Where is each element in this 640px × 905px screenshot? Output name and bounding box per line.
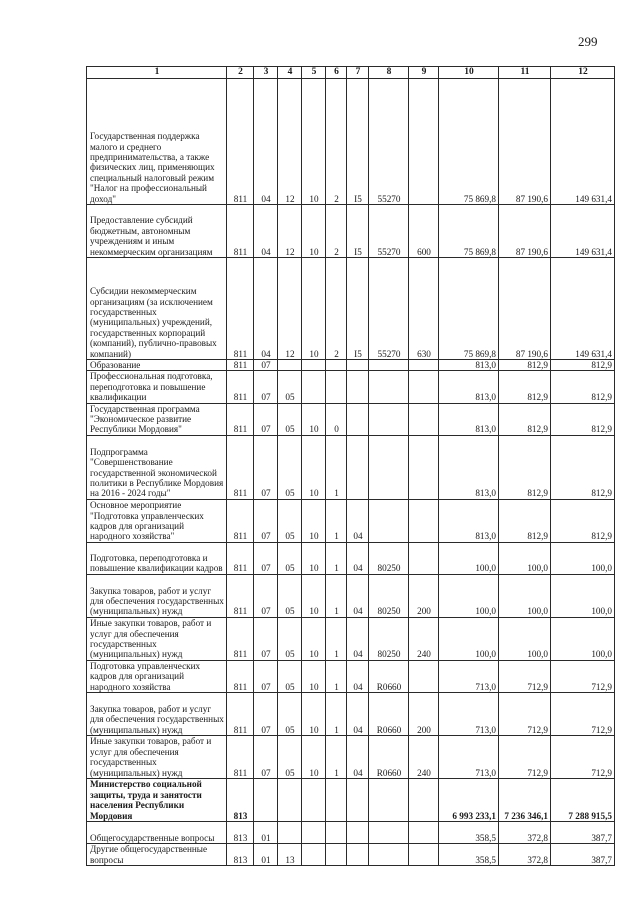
- table-row: [87, 371, 615, 403]
- row-value-cell: 05: [278, 499, 302, 542]
- row-value-cell: 1: [326, 617, 347, 660]
- row-value-cell: 811: [227, 205, 254, 258]
- row-value-cell: 712,9: [551, 693, 615, 736]
- row-value-cell: 7 288 915,5: [551, 779, 615, 822]
- row-value-cell: [369, 371, 409, 403]
- row-value-cell: 1: [326, 736, 347, 779]
- column-header: 9: [409, 67, 439, 79]
- row-value-cell: 813: [227, 779, 254, 822]
- row-value-cell: [409, 844, 439, 866]
- row-value-cell: [409, 660, 439, 692]
- row-value-cell: 811: [227, 371, 254, 403]
- row-name-cell: Закупка товаров, работ и услуг для обеспечения государственных (муниципальных) нужд: [87, 574, 227, 617]
- row-value-cell: 10: [302, 258, 326, 360]
- row-value-cell: [369, 403, 409, 435]
- row-value-cell: [409, 822, 439, 844]
- row-value-cell: 87 190,6: [499, 258, 551, 360]
- row-value-cell: 713,0: [439, 736, 499, 779]
- row-value-cell: 200: [409, 693, 439, 736]
- row-value-cell: [302, 844, 326, 866]
- row-value-cell: 07: [254, 499, 278, 542]
- row-value-cell: 811: [227, 403, 254, 435]
- row-value-cell: 04: [347, 693, 369, 736]
- table-row: [87, 360, 615, 371]
- row-value-cell: 100,0: [439, 617, 499, 660]
- row-value-cell: 04: [347, 499, 369, 542]
- row-value-cell: 712,9: [499, 736, 551, 779]
- table-row: [87, 736, 615, 779]
- row-value-cell: 1: [326, 693, 347, 736]
- column-header: 2: [227, 67, 254, 79]
- row-value-cell: I5: [347, 258, 369, 360]
- row-name-cell: Другие общегосударственные вопросы: [87, 844, 227, 866]
- row-value-cell: [326, 822, 347, 844]
- row-value-cell: 07: [254, 435, 278, 499]
- row-value-cell: 10: [302, 403, 326, 435]
- table-row: [87, 258, 615, 360]
- row-value-cell: 07: [254, 574, 278, 617]
- row-value-cell: 811: [227, 435, 254, 499]
- row-value-cell: 05: [278, 435, 302, 499]
- row-value-cell: 04: [254, 79, 278, 205]
- row-value-cell: 80250: [369, 617, 409, 660]
- table-row: [87, 779, 615, 822]
- row-value-cell: 12: [278, 79, 302, 205]
- row-value-cell: 6 993 233,1: [439, 779, 499, 822]
- row-value-cell: 812,9: [499, 499, 551, 542]
- row-value-cell: [409, 499, 439, 542]
- row-value-cell: [369, 844, 409, 866]
- row-value-cell: 372,8: [499, 822, 551, 844]
- row-value-cell: 387,7: [551, 822, 615, 844]
- row-name-cell: Подготовка, переподготовка и повышение квалификации кадров: [87, 542, 227, 574]
- row-name-cell: Подпрограмма "Совершенствование государственной экономической политики в Республике Мордовия на 2016 - 2024 годы": [87, 435, 227, 499]
- row-value-cell: 100,0: [551, 542, 615, 574]
- row-value-cell: [369, 499, 409, 542]
- row-value-cell: 12: [278, 205, 302, 258]
- row-value-cell: 05: [278, 660, 302, 692]
- row-value-cell: [326, 371, 347, 403]
- row-value-cell: [369, 822, 409, 844]
- row-value-cell: 12: [278, 258, 302, 360]
- row-value-cell: 240: [409, 736, 439, 779]
- row-value-cell: 813,0: [439, 499, 499, 542]
- row-value-cell: 713,0: [439, 660, 499, 692]
- row-value-cell: 04: [347, 617, 369, 660]
- row-value-cell: 100,0: [499, 542, 551, 574]
- row-value-cell: 05: [278, 371, 302, 403]
- column-header: 7: [347, 67, 369, 79]
- row-value-cell: [278, 779, 302, 822]
- row-value-cell: 05: [278, 617, 302, 660]
- row-name-cell: Министерство социальной защиты, труда и занятости населения Республики Мордовия: [87, 779, 227, 822]
- row-value-cell: 812,9: [499, 371, 551, 403]
- row-value-cell: [326, 779, 347, 822]
- row-value-cell: 630: [409, 258, 439, 360]
- row-value-cell: 1: [326, 542, 347, 574]
- row-value-cell: 812,9: [499, 435, 551, 499]
- row-value-cell: 80250: [369, 574, 409, 617]
- row-value-cell: 712,9: [499, 693, 551, 736]
- row-value-cell: 811: [227, 542, 254, 574]
- row-name-cell: Закупка товаров, работ и услуг для обеспечения государственных (муниципальных) нужд: [87, 693, 227, 736]
- row-name-cell: Образование: [87, 360, 227, 371]
- row-value-cell: 712,9: [551, 736, 615, 779]
- row-value-cell: 811: [227, 360, 254, 371]
- row-value-cell: I5: [347, 205, 369, 258]
- row-value-cell: 387,7: [551, 844, 615, 866]
- row-name-cell: Предоставление субсидий бюджетным, автономным учреждениям и иным некоммерческим организациям: [87, 205, 227, 258]
- row-value-cell: 0: [326, 403, 347, 435]
- row-value-cell: [409, 435, 439, 499]
- row-value-cell: 813: [227, 822, 254, 844]
- row-value-cell: [302, 371, 326, 403]
- row-value-cell: [326, 844, 347, 866]
- row-value-cell: 240: [409, 617, 439, 660]
- row-value-cell: 07: [254, 693, 278, 736]
- row-value-cell: [254, 779, 278, 822]
- row-value-cell: [347, 779, 369, 822]
- row-value-cell: 813: [227, 844, 254, 866]
- row-value-cell: 55270: [369, 258, 409, 360]
- column-header: 3: [254, 67, 278, 79]
- row-value-cell: 07: [254, 736, 278, 779]
- row-value-cell: 2: [326, 79, 347, 205]
- row-value-cell: 813,0: [439, 360, 499, 371]
- row-value-cell: 55270: [369, 79, 409, 205]
- column-header: 4: [278, 67, 302, 79]
- row-value-cell: 813,0: [439, 371, 499, 403]
- row-value-cell: 812,9: [499, 403, 551, 435]
- row-name-cell: Общегосударственные вопросы: [87, 822, 227, 844]
- row-value-cell: 811: [227, 499, 254, 542]
- row-value-cell: 07: [254, 617, 278, 660]
- row-value-cell: 07: [254, 660, 278, 692]
- row-value-cell: 13: [278, 844, 302, 866]
- row-value-cell: [278, 360, 302, 371]
- table-row: [87, 435, 615, 499]
- row-value-cell: 811: [227, 574, 254, 617]
- table-row: [87, 693, 615, 736]
- row-value-cell: [409, 779, 439, 822]
- row-value-cell: 04: [347, 574, 369, 617]
- row-value-cell: 812,9: [551, 435, 615, 499]
- row-name-cell: Иные закупки товаров, работ и услуг для обеспечения государственных (муниципальных) нужд: [87, 617, 227, 660]
- table-row: [87, 403, 615, 435]
- column-header: 6: [326, 67, 347, 79]
- row-value-cell: 100,0: [499, 574, 551, 617]
- column-header: 1: [87, 67, 227, 79]
- row-value-cell: 04: [254, 205, 278, 258]
- row-value-cell: 75 869,8: [439, 258, 499, 360]
- row-value-cell: 10: [302, 693, 326, 736]
- row-value-cell: [302, 360, 326, 371]
- row-value-cell: 04: [347, 660, 369, 692]
- row-value-cell: 813,0: [439, 435, 499, 499]
- row-value-cell: [409, 371, 439, 403]
- row-name-cell: Государственная программа "Экономическое развитие Республики Мордовия": [87, 403, 227, 435]
- row-value-cell: 07: [254, 371, 278, 403]
- row-value-cell: 10: [302, 205, 326, 258]
- table-row: [87, 499, 615, 542]
- row-value-cell: 10: [302, 736, 326, 779]
- row-value-cell: 811: [227, 660, 254, 692]
- header-row: [87, 67, 615, 79]
- row-value-cell: 1: [326, 435, 347, 499]
- row-value-cell: 01: [254, 844, 278, 866]
- row-name-cell: Профессиональная подготовка, переподготовка и повышение квалификации: [87, 371, 227, 403]
- row-value-cell: 05: [278, 574, 302, 617]
- table-row: [87, 79, 615, 205]
- row-value-cell: 10: [302, 660, 326, 692]
- row-value-cell: 100,0: [551, 574, 615, 617]
- row-value-cell: 813,0: [439, 403, 499, 435]
- row-value-cell: 100,0: [499, 617, 551, 660]
- row-value-cell: 2: [326, 258, 347, 360]
- row-value-cell: 10: [302, 79, 326, 205]
- row-value-cell: 812,9: [551, 499, 615, 542]
- row-value-cell: 149 631,4: [551, 205, 615, 258]
- row-value-cell: [302, 779, 326, 822]
- row-value-cell: 1: [326, 660, 347, 692]
- row-value-cell: R0660: [369, 693, 409, 736]
- row-value-cell: 01: [254, 822, 278, 844]
- row-name-cell: Субсидии некоммерческим организациям (за исключением государственных (муниципальных) учреждений, государственных корпораций (компаний), публично-правовых компаний): [87, 258, 227, 360]
- row-value-cell: [409, 403, 439, 435]
- row-value-cell: 05: [278, 693, 302, 736]
- row-value-cell: 05: [278, 736, 302, 779]
- row-value-cell: 05: [278, 542, 302, 574]
- row-value-cell: [409, 360, 439, 371]
- row-value-cell: 811: [227, 79, 254, 205]
- row-value-cell: 100,0: [439, 542, 499, 574]
- row-value-cell: 7 236 346,1: [499, 779, 551, 822]
- column-header: 10: [439, 67, 499, 79]
- row-name-cell: Государственная поддержка малого и среднего предпринимательства, а также физических лиц, применяющих специальный налоговый режим "Налог на профессиональный доход": [87, 79, 227, 205]
- row-value-cell: [347, 360, 369, 371]
- row-value-cell: 712,9: [499, 660, 551, 692]
- row-value-cell: [326, 360, 347, 371]
- row-value-cell: 200: [409, 574, 439, 617]
- row-value-cell: 1: [326, 499, 347, 542]
- column-header: 8: [369, 67, 409, 79]
- row-value-cell: 1: [326, 574, 347, 617]
- row-value-cell: [347, 435, 369, 499]
- row-value-cell: 87 190,6: [499, 205, 551, 258]
- row-value-cell: [409, 79, 439, 205]
- row-value-cell: 10: [302, 542, 326, 574]
- row-value-cell: 811: [227, 617, 254, 660]
- row-value-cell: [278, 822, 302, 844]
- row-value-cell: [347, 844, 369, 866]
- row-value-cell: 75 869,8: [439, 205, 499, 258]
- row-value-cell: 10: [302, 617, 326, 660]
- row-value-cell: 812,9: [499, 360, 551, 371]
- row-value-cell: [369, 779, 409, 822]
- row-value-cell: 358,5: [439, 822, 499, 844]
- row-value-cell: 04: [347, 736, 369, 779]
- row-name-cell: Подготовка управленческих кадров для организаций народного хозяйства: [87, 660, 227, 692]
- row-value-cell: 10: [302, 435, 326, 499]
- table-row: [87, 660, 615, 692]
- row-value-cell: 10: [302, 499, 326, 542]
- table-row: [87, 542, 615, 574]
- row-value-cell: [302, 822, 326, 844]
- row-value-cell: 100,0: [551, 617, 615, 660]
- row-value-cell: [369, 360, 409, 371]
- row-value-cell: 600: [409, 205, 439, 258]
- row-value-cell: 10: [302, 574, 326, 617]
- row-value-cell: 713,0: [439, 693, 499, 736]
- row-value-cell: 358,5: [439, 844, 499, 866]
- row-value-cell: 80250: [369, 542, 409, 574]
- row-value-cell: 149 631,4: [551, 258, 615, 360]
- row-value-cell: 2: [326, 205, 347, 258]
- row-value-cell: 811: [227, 258, 254, 360]
- page-number: 299: [578, 34, 598, 49]
- row-value-cell: 372,8: [499, 844, 551, 866]
- table-body: [87, 79, 615, 866]
- column-header: 12: [551, 67, 615, 79]
- row-value-cell: 812,9: [551, 371, 615, 403]
- row-name-cell: Иные закупки товаров, работ и услуг для обеспечения государственных (муниципальных) нужд: [87, 736, 227, 779]
- row-value-cell: [409, 542, 439, 574]
- row-value-cell: [369, 435, 409, 499]
- row-value-cell: 07: [254, 360, 278, 371]
- table-row: [87, 844, 615, 866]
- row-value-cell: 75 869,8: [439, 79, 499, 205]
- row-value-cell: 712,9: [551, 660, 615, 692]
- row-value-cell: 811: [227, 736, 254, 779]
- row-value-cell: 04: [254, 258, 278, 360]
- column-header: 11: [499, 67, 551, 79]
- row-value-cell: [347, 403, 369, 435]
- table-row: [87, 617, 615, 660]
- row-value-cell: 811: [227, 693, 254, 736]
- row-value-cell: I5: [347, 79, 369, 205]
- row-value-cell: R0660: [369, 736, 409, 779]
- row-name-cell: Основное мероприятие "Подготовка управленческих кадров для организаций народного хозяйства": [87, 499, 227, 542]
- budget-table: [86, 66, 615, 866]
- table-row: [87, 822, 615, 844]
- row-value-cell: 55270: [369, 205, 409, 258]
- row-value-cell: 05: [278, 403, 302, 435]
- row-value-cell: 812,9: [551, 403, 615, 435]
- row-value-cell: 812,9: [551, 360, 615, 371]
- row-value-cell: 149 631,4: [551, 79, 615, 205]
- row-value-cell: 07: [254, 542, 278, 574]
- table-row: [87, 574, 615, 617]
- row-value-cell: 87 190,6: [499, 79, 551, 205]
- row-value-cell: [347, 371, 369, 403]
- row-value-cell: [347, 822, 369, 844]
- table-row: [87, 205, 615, 258]
- column-header: 5: [302, 67, 326, 79]
- row-value-cell: R0660: [369, 660, 409, 692]
- row-value-cell: 100,0: [439, 574, 499, 617]
- row-value-cell: 04: [347, 542, 369, 574]
- row-value-cell: 07: [254, 403, 278, 435]
